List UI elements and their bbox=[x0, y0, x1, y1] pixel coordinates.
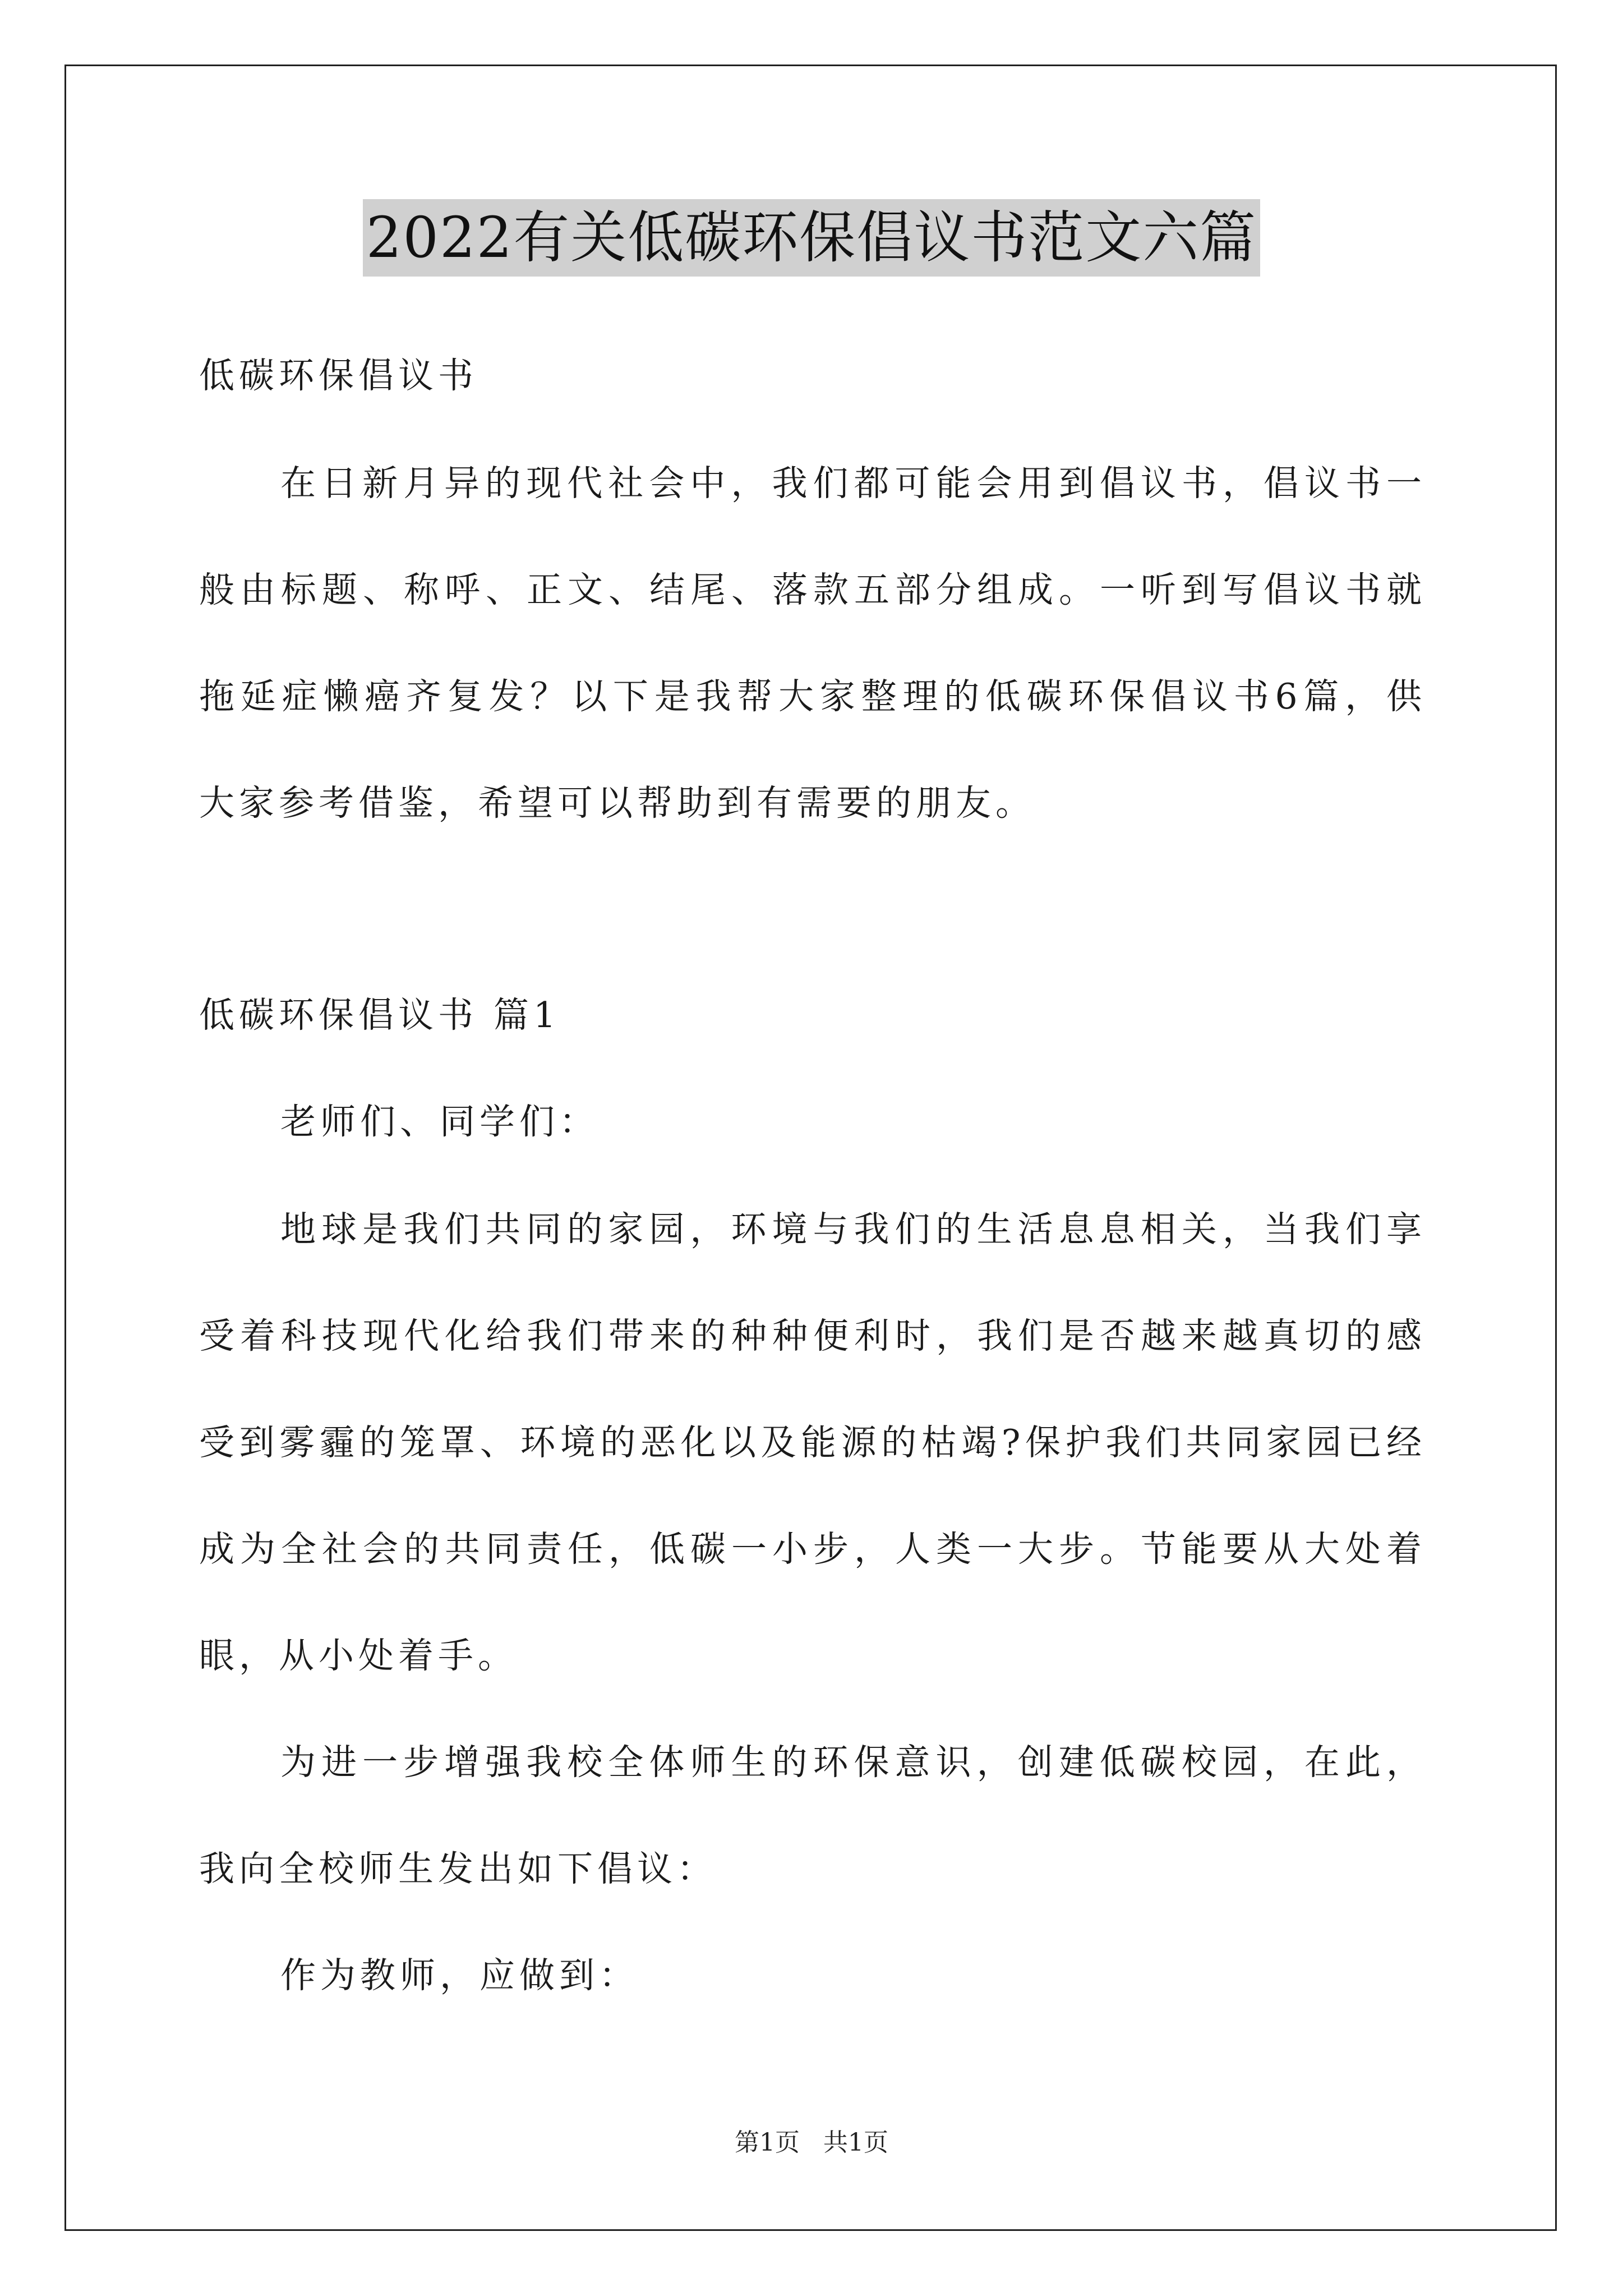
paragraph-1-line-5: 眼，从小处着手。 bbox=[199, 1635, 518, 1676]
paragraph-2-line-2: 我向全校师生发出如下倡议： bbox=[199, 1848, 717, 1889]
title-container bbox=[0, 199, 1623, 277]
intro-line-1: 在日新月异的现代社会中，我们都可能会用到倡议书，倡议书一 bbox=[280, 463, 1422, 504]
paragraph-1-line-2: 受着科技现代化给我们带来的种种便利时，我们是否越来越真切的感 bbox=[199, 1315, 1422, 1356]
paragraph-1-line-1: 地球是我们共同的家园，环境与我们的生活息息相关，当我们享 bbox=[280, 1209, 1422, 1250]
page-footer bbox=[0, 2126, 1623, 2160]
intro-heading: 低碳环保倡议书 bbox=[199, 355, 478, 396]
paragraph-1-line-4: 成为全社会的共同责任，低碳一小步，人类一大步。节能要从大处着 bbox=[199, 1529, 1422, 1570]
document-title: 2022有关低碳环保倡议书范文六篇 bbox=[363, 199, 1261, 277]
section-heading-1: 低碳环保倡议书 篇1 bbox=[199, 995, 561, 1036]
intro-line-4: 大家参考借鉴，希望可以帮助到有需要的朋友。 bbox=[199, 783, 1035, 823]
salutation: 老师们、同学们： bbox=[280, 1101, 599, 1142]
paragraph-2-line-1: 为进一步增强我校全体师生的环保意识，创建低碳校园，在此， bbox=[280, 1742, 1422, 1783]
paragraph-3-line-1: 作为教师，应做到： bbox=[280, 1955, 639, 1996]
intro-line-2: 般由标题、称呼、正文、结尾、落款五部分组成。一听到写倡议书就 bbox=[199, 569, 1422, 610]
intro-line-3: 拖延症懒癌齐复发？以下是我帮大家整理的低碳环保倡议书6篇，供 bbox=[199, 676, 1422, 717]
paragraph-1-line-3: 受到雾霾的笼罩、环境的恶化以及能源的枯竭?保护我们共同家园已经 bbox=[199, 1422, 1422, 1463]
page-number-total: 共1页 bbox=[823, 2128, 888, 2157]
page-number-current: 第1页 bbox=[735, 2128, 800, 2157]
